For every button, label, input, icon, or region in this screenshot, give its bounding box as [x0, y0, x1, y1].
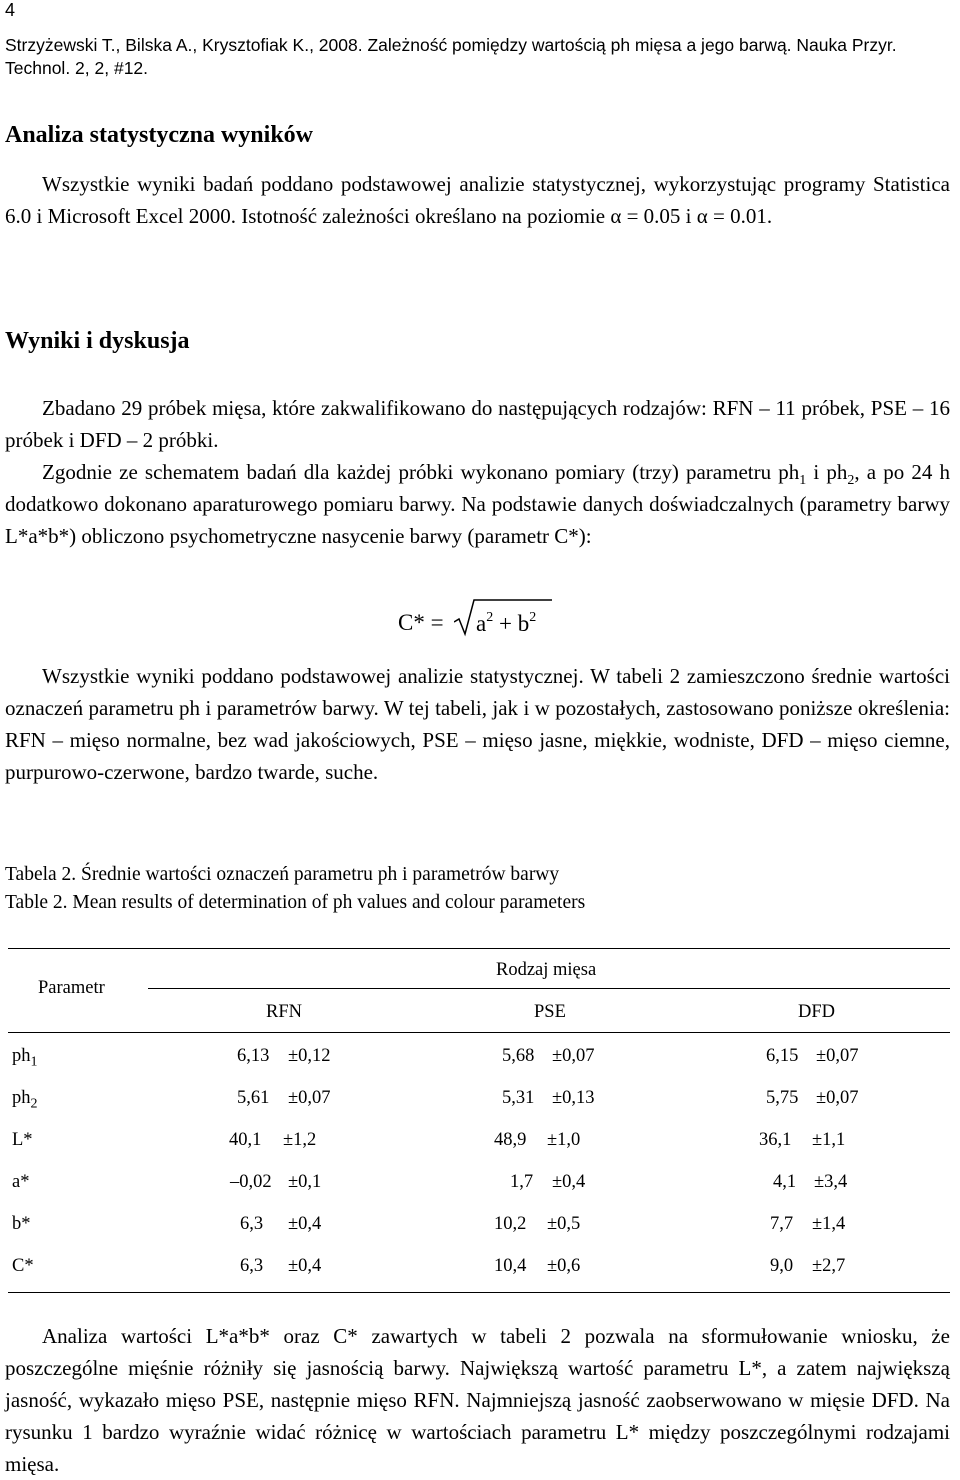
cell-pse-value: 1,7 [510, 1172, 534, 1192]
cell-rfn-sd: ±0,12 [288, 1046, 331, 1066]
header-rodzaj-miesa: Rodzaj mięsa [496, 960, 597, 980]
row-label: L* [12, 1130, 33, 1150]
p2-text-b: i ph [806, 460, 848, 484]
table-bottom-rule [8, 1292, 950, 1293]
results-paragraph-3: Wszystkie wyniki poddano podstawowej analizie statystycznej. W tabeli 2 zamieszczono średnie wartości oznaczeń parametru ph i parametrów barwy. W tej tabeli, jak i w pozostałych, zastosowano poniższe określenia: RFN – mięso normalne, bez wad jakościowych, PSE – mięso jasne, miękkie, wodniste, DFD – mięso ciemne, purpurowo-czerwone, bardzo twarde, suche. [5, 664, 950, 784]
cell-dfd-sd: ±0,07 [816, 1046, 859, 1066]
formula-plus-b: + b [493, 611, 530, 636]
header-bottom-rule [8, 1032, 950, 1033]
p2-sub-1: 1 [799, 473, 807, 489]
cell-dfd-value: 4,1 [773, 1172, 797, 1192]
cell-rfn-value: 6,3 [240, 1214, 264, 1234]
cell-pse-value: 5,68 [502, 1046, 535, 1066]
cell-pse-sd: ±1,0 [547, 1130, 581, 1150]
citation [5, 34, 950, 80]
cell-dfd-sd: ±3,4 [814, 1172, 848, 1192]
cell-rfn-sd: ±1,2 [283, 1130, 317, 1150]
formula-a: a [476, 611, 487, 636]
cell-dfd-value: 5,75 [766, 1088, 799, 1108]
cell-rfn-value: 40,1 [229, 1130, 262, 1150]
row-label: a* [12, 1172, 30, 1192]
cell-pse-sd: ±0,13 [552, 1088, 595, 1108]
formula-lhs: C* = [398, 610, 444, 635]
cell-rfn-sd: ±0,1 [288, 1172, 322, 1192]
cell-dfd-sd: ±2,7 [812, 1256, 846, 1276]
closing-paragraph: Analiza wartości L*a*b* oraz C* zawartych w tabeli 2 pozwala na sformułowanie wniosku, że poszczególne mięśnie różniły się jasnością barwy. Największą wartość parametru L*, a zatem największą jasność, wykazało mięso PSE, następnie mięso RFN. Najmniejszą jasność zaobserwowano w mięsie DFD. Na rysunku 1 bardzo wyraźnie widać różnicę w wartościach parametru L* między poszczególnymi rodzajami mięsa. [5, 1324, 950, 1476]
header-pse: PSE [534, 1002, 566, 1022]
citation-line-2: Technol. 2, 2, #12. [5, 58, 149, 78]
section-heading-results: Wyniki i dyskusja [5, 328, 190, 354]
cell-dfd-sd: ±1,1 [812, 1130, 846, 1150]
cell-dfd-value: 36,1 [759, 1130, 792, 1150]
cell-rfn-value: 6,13 [237, 1046, 270, 1066]
cell-pse-sd: ±0,5 [547, 1214, 581, 1234]
cell-rfn-value: –0,02 [230, 1172, 272, 1192]
formula-exp-b: 2 [529, 610, 537, 625]
header-rfn: RFN [266, 1002, 302, 1022]
cell-pse-value: 5,31 [502, 1088, 535, 1108]
table-caption-en: Table 2. Mean results of determination of ph values and colour parameters [5, 892, 586, 913]
cell-dfd-value: 9,0 [770, 1256, 794, 1276]
cell-rfn-sd: ±0,4 [288, 1256, 322, 1276]
row-label: $ph_1$ [12, 1046, 38, 1070]
cell-dfd-sd: ±1,4 [812, 1214, 846, 1234]
citation-line-1: Strzyżewski T., Bilska A., Krysztofiak K., 2008. Zależność pomiędzy wartością ph mięsa a jego barwą. Nauka Przyr. [5, 35, 897, 55]
cell-dfd-sd: ±0,07 [816, 1088, 859, 1108]
formula-radicand [476, 610, 536, 637]
cell-rfn-value: 6,3 [240, 1256, 264, 1276]
statistics-paragraph: Wszystkie wyniki badań poddano podstawowej analizie statystycznej, wykorzystując programy Statistica 6.0 i Microsoft Excel 2000. Istotność zależności określano na poziomie α = 0.05 i α = 0.01. [5, 172, 950, 228]
header-dfd: DFD [798, 1002, 836, 1022]
header-group-rule [148, 988, 950, 989]
formula-exp-a: 2 [486, 610, 494, 625]
table-caption-pl: Tabela 2. Średnie wartości oznaczeń parametru ph i parametrów barwy [5, 864, 560, 885]
header-parametr: Parametr [38, 978, 105, 998]
row-label: $ph_2$ [12, 1088, 38, 1112]
row-label: C* [12, 1256, 34, 1276]
row-label: b* [12, 1214, 31, 1234]
p2-text-c: , a po 24 h dodatkowo dokonano aparaturowego pomiaru barwy. Na podstawie danych doświadczalnych (parametry barwy L*a*b*) obliczono psychometryczne nasycenie barwy (parametr C*): [5, 460, 950, 548]
cell-rfn-sd: ±0,4 [288, 1214, 322, 1234]
table-top-rule [8, 948, 950, 949]
p2-sub-2: 2 [847, 473, 855, 489]
chroma-formula [398, 598, 598, 638]
cell-pse-sd: ±0,6 [547, 1256, 581, 1276]
cell-dfd-value: 7,7 [770, 1214, 794, 1234]
cell-pse-value: 10,2 [494, 1214, 527, 1234]
cell-rfn-value: 5,61 [237, 1088, 270, 1108]
p2-text-a: Zgodnie ze schematem badań dla każdej próbki wykonano pomiary (trzy) parametru ph [42, 460, 800, 484]
cell-pse-sd: ±0,07 [552, 1046, 595, 1066]
cell-pse-sd: ±0,4 [552, 1172, 586, 1192]
cell-rfn-sd: ±0,07 [288, 1088, 331, 1108]
cell-dfd-value: 6,15 [766, 1046, 799, 1066]
cell-pse-value: 10,4 [494, 1256, 527, 1276]
page-number: 4 [5, 0, 16, 20]
results-paragraph-2 [5, 456, 950, 552]
cell-pse-value: 48,9 [494, 1130, 527, 1150]
section-heading-statistics: Analiza statystyczna wyników [5, 122, 314, 148]
results-paragraph-1: Zbadano 29 próbek mięsa, które zakwalifikowano do następujących rodzajów: RFN – 11 próbek, PSE – 16 próbek i DFD – 2 próbki. [5, 396, 950, 452]
